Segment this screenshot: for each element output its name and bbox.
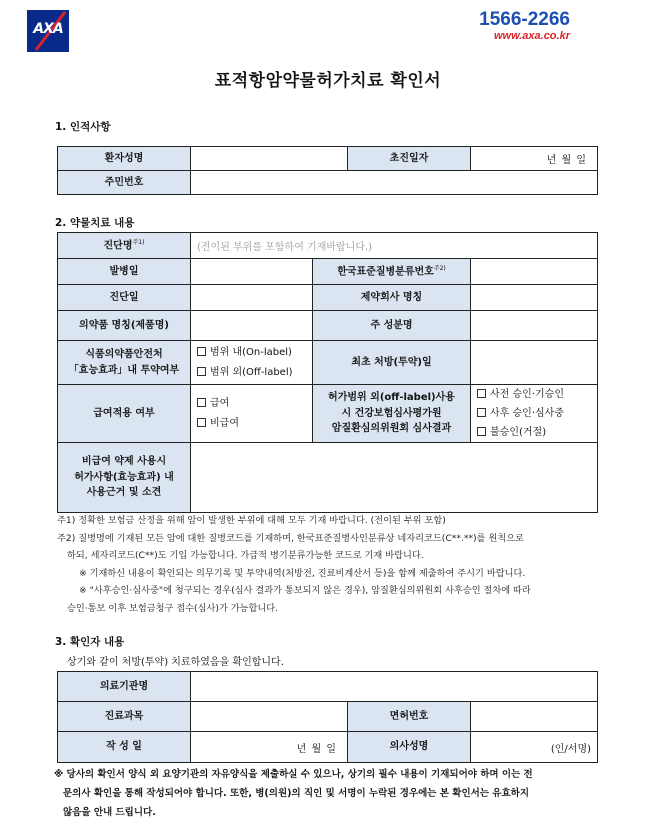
offlabel-review-options bbox=[471, 385, 598, 443]
page-title: 표적항암약물허가치료 확인서 bbox=[214, 71, 442, 91]
license-number-field[interactable] bbox=[471, 702, 598, 732]
first-visit-label: 초진일자 bbox=[348, 147, 471, 171]
mfds-options bbox=[191, 341, 313, 385]
department-label: 진료과목 bbox=[58, 702, 191, 732]
hospital-name-field[interactable] bbox=[191, 672, 598, 702]
pharma-company-field[interactable] bbox=[471, 285, 598, 311]
patient-name-label: 환자성명 bbox=[58, 147, 191, 171]
axa-logo bbox=[27, 10, 69, 52]
resident-number-label: 주민번호 bbox=[58, 171, 191, 195]
post-approval-checkbox[interactable]: 사후 승인·심사중 bbox=[477, 404, 591, 423]
first-rx-field[interactable] bbox=[471, 341, 598, 385]
drug-treatment-table bbox=[57, 232, 598, 513]
doctor-signature-field[interactable]: (인/서명) bbox=[471, 732, 598, 763]
non-covered-checkbox[interactable]: 비급여 bbox=[197, 414, 306, 434]
license-number-label: 면허번호 bbox=[348, 702, 471, 732]
onset-date-field[interactable] bbox=[191, 259, 313, 285]
pharma-company-label: 제약회사 명칭 bbox=[313, 285, 471, 311]
coverage-label: 급여적용 여부 bbox=[58, 385, 191, 443]
off-label-checkbox[interactable]: 범위 외(Off-label) bbox=[197, 363, 306, 383]
first-rx-label: 최초 처방(투약)일 bbox=[313, 341, 471, 385]
note-1: 주1) 정확한 보험금 산정을 위해 암이 발생한 부위에 대해 모두 기재 바랍니다. (전이된 부위 포함) bbox=[57, 515, 446, 526]
logo-text: AXA bbox=[33, 21, 63, 37]
ingredient-label: 주 성분명 bbox=[313, 311, 471, 341]
pre-approval-checkbox[interactable]: 사전 승인·기승인 bbox=[477, 385, 591, 404]
diagnosis-date-label: 진단일 bbox=[58, 285, 191, 311]
note-2a: 주2) 질병명에 기재된 모든 암에 대한 질병코드를 기재하며, 한국표준질병사인분류상 네자리코드(C**.**)를 원칙으로 bbox=[57, 532, 524, 544]
usage-basis-field[interactable] bbox=[191, 443, 598, 513]
kcd-code-field[interactable] bbox=[471, 259, 598, 285]
first-visit-date-field[interactable]: 년 월 일 bbox=[471, 147, 598, 171]
covered-checkbox[interactable]: 급여 bbox=[197, 394, 306, 414]
drug-name-field[interactable] bbox=[191, 311, 313, 341]
note-3: ※ 기재하신 내용이 확인되는 의무기록 및 투약내역(처방전, 진료비계산서 등)을 함께 제출하여 주시기 바랍니다. bbox=[79, 567, 526, 579]
diagnosis-label: 진단명$^{주1)}$ bbox=[58, 233, 191, 259]
written-date-field[interactable]: 년 월 일 bbox=[191, 732, 348, 763]
doctor-name-label: 의사성명 bbox=[348, 732, 471, 763]
footer-line-1: ※ 당사의 확인서 양식 외 요양기관의 자유양식을 제출하실 수 있으나, 상기의 필수 내용이 기재되어야 하며 이는 전 bbox=[54, 769, 533, 780]
coverage-options bbox=[191, 385, 313, 443]
phone-number: 1566-2266 bbox=[479, 9, 570, 30]
diagnosis-date-field[interactable] bbox=[191, 285, 313, 311]
usage-basis-label: 비급여 약제 사용시 허가사항(효능효과) 내 사용근거 및 소견 bbox=[58, 443, 191, 513]
notes-block bbox=[57, 512, 617, 617]
rejected-checkbox[interactable]: 불승인(거절) bbox=[477, 423, 591, 442]
section1-heading: 1. 인적사항 bbox=[55, 121, 111, 133]
kcd-code-label: 한국표준질병분류번호$^{주2)}$ bbox=[313, 259, 471, 285]
note-2b: 하되, 세자리코드(C**)도 기입 가능합니다. 가급적 병기분류가능한 코드로 기재 바랍니다. bbox=[67, 550, 424, 561]
written-date-label: 작 성 일 bbox=[58, 732, 191, 763]
drug-name-label: 의약품 명칭(제품명) bbox=[58, 311, 191, 341]
hospital-name-label: 의료기관명 bbox=[58, 672, 191, 702]
website-link[interactable]: www.axa.co.kr bbox=[493, 30, 570, 42]
onset-date-label: 발병일 bbox=[58, 259, 191, 285]
offlabel-review-label: 허가범위 외(off-label)사용 시 건강보험심사평가원 암질환심의위원회 심사결과 bbox=[313, 385, 471, 443]
note-4b: 승인·통보 이후 보험금청구 접수(심사)가 가능합니다. bbox=[67, 602, 279, 614]
diagnosis-field[interactable]: (전이된 부위를 포함하여 기재바랍니다.) bbox=[191, 233, 598, 259]
department-field[interactable] bbox=[191, 702, 348, 732]
confirm-statement: 상기와 같이 처방(투약) 치료하였음을 확인합니다. bbox=[67, 657, 284, 668]
section3-heading: 3. 확인자 내용 bbox=[55, 636, 125, 648]
note-4a: ※ "사후승인·심사중"에 청구되는 경우(심사 결과가 통보되지 않은 경우), 암질환심의위원회 사후승인 절차에 따라 bbox=[79, 585, 531, 596]
section2-heading: 2. 약물치료 내용 bbox=[55, 217, 135, 229]
personal-info-table bbox=[57, 146, 598, 195]
on-label-checkbox[interactable]: 범위 내(On-label) bbox=[197, 343, 306, 363]
patient-name-field[interactable] bbox=[191, 147, 348, 171]
footer-line-3: 않음을 안내 드립니다. bbox=[63, 807, 156, 818]
confirmer-table bbox=[57, 671, 598, 763]
ingredient-field[interactable] bbox=[471, 311, 598, 341]
mfds-label: 식품의약품안전처 「효능효과」내 투약여부 bbox=[58, 341, 191, 385]
footer-line-2: 문의사 확인을 통해 작성되어야 합니다. 또한, 병(의원)의 직인 및 서명이 누락된 경우에는 본 확인서는 유효하지 bbox=[63, 788, 529, 799]
resident-number-field[interactable] bbox=[191, 171, 598, 195]
footer-notice bbox=[54, 765, 614, 822]
